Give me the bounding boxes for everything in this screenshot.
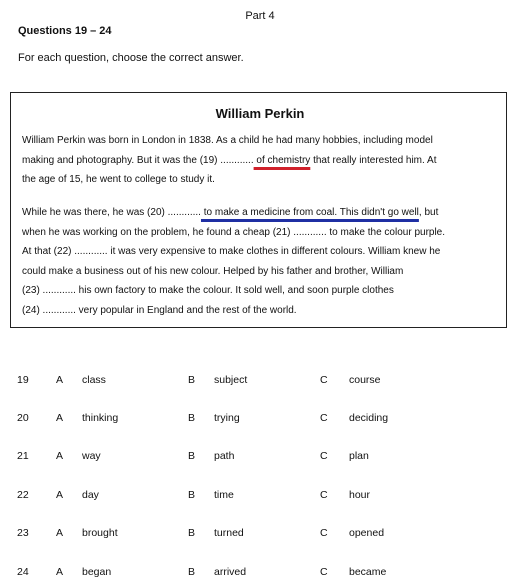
option-letter-b: B	[188, 374, 196, 386]
question-row-19	[0, 374, 520, 394]
option-letter-c: C	[320, 412, 328, 424]
passage-line	[22, 151, 500, 171]
option-a[interactable]: day	[82, 489, 99, 501]
passage-line: (23) ............ his own factory to make the colour. It sold well, and soon purple clothes	[22, 285, 394, 296]
option-letter-a: A	[56, 566, 64, 578]
option-b[interactable]: path	[214, 450, 235, 462]
instruction-text: For each question, choose the correct answer.	[18, 52, 244, 64]
question-row-23	[0, 527, 520, 547]
option-letter-c: C	[320, 527, 328, 539]
option-a[interactable]: thinking	[82, 412, 119, 424]
option-letter-c: C	[320, 566, 328, 578]
option-letter-b: B	[188, 412, 196, 424]
option-c[interactable]: opened	[349, 527, 385, 539]
option-c[interactable]: became	[349, 566, 387, 578]
passage-line	[22, 203, 500, 223]
option-b[interactable]: arrived	[214, 566, 247, 578]
passage-paragraph-1	[22, 131, 500, 190]
question-row-22	[0, 489, 520, 509]
option-c[interactable]: plan	[349, 450, 369, 462]
option-letter-a: A	[56, 527, 64, 539]
option-c[interactable]: deciding	[349, 412, 389, 424]
option-a[interactable]: class	[82, 374, 106, 386]
option-letter-a: A	[56, 489, 64, 501]
option-letter-b: B	[188, 566, 196, 578]
option-letter-c: C	[320, 374, 328, 386]
option-a[interactable]: began	[82, 566, 112, 578]
passage-line: could make a business out of his new colour. Helped by his father and brother, William	[22, 265, 404, 277]
question-number: 20	[17, 412, 29, 424]
question-number: 19	[17, 374, 29, 386]
option-letter-c: C	[320, 450, 328, 462]
question-row-20	[0, 412, 520, 432]
option-b[interactable]: turned	[214, 527, 244, 539]
questions-heading: Questions 19 – 24	[18, 25, 112, 37]
passage-paragraph-2	[22, 203, 500, 320]
option-c[interactable]: hour	[349, 489, 371, 501]
question-row-24	[0, 566, 520, 586]
passage-line: the age of 15, he went to college to study it.	[22, 174, 215, 185]
passage-text: , but	[418, 207, 439, 218]
passage-line: William Perkin was born in London in 1838. As a child he had many hobbies, including model	[22, 135, 433, 146]
option-c[interactable]: course	[349, 374, 381, 386]
part-heading: Part 4	[245, 10, 275, 22]
option-letter-a: A	[56, 450, 64, 462]
option-letter-a: A	[56, 374, 64, 386]
option-b[interactable]: trying	[214, 412, 240, 424]
passage-text: While he was there, he was (20) ............	[22, 207, 201, 218]
question-number: 22	[17, 489, 29, 501]
passage-title: William Perkin	[215, 106, 305, 121]
option-a[interactable]: brought	[82, 527, 118, 539]
option-letter-b: B	[188, 527, 196, 539]
passage-text: that really interested him. At	[310, 154, 437, 166]
question-number: 21	[17, 450, 29, 462]
option-letter-b: B	[188, 489, 196, 501]
passage-line: when he was working on the problem, he found a cheap (21) ............ to make the colour purple.	[22, 226, 446, 238]
option-letter-b: B	[188, 450, 196, 462]
passage-text: making and photography. But it was the (19) ............	[22, 154, 254, 166]
question-row-21	[0, 450, 520, 470]
red-highlight-underline: of chemistry	[253, 154, 311, 166]
option-letter-c: C	[320, 489, 328, 501]
option-a[interactable]: way	[82, 450, 101, 462]
option-b[interactable]: time	[214, 489, 234, 501]
question-number: 23	[17, 527, 29, 539]
passage-line: At that (22) ............ it was very expensive to make clothes in different colours. William knew he	[22, 246, 441, 257]
passage-line: (24) ............ very popular in England and the rest of the world.	[22, 304, 297, 316]
question-number: 24	[17, 566, 29, 578]
blue-highlight-underline: to make a medicine from coal. This didn't go well	[200, 207, 419, 218]
option-b[interactable]: subject	[214, 374, 248, 386]
option-letter-a: A	[56, 412, 64, 424]
